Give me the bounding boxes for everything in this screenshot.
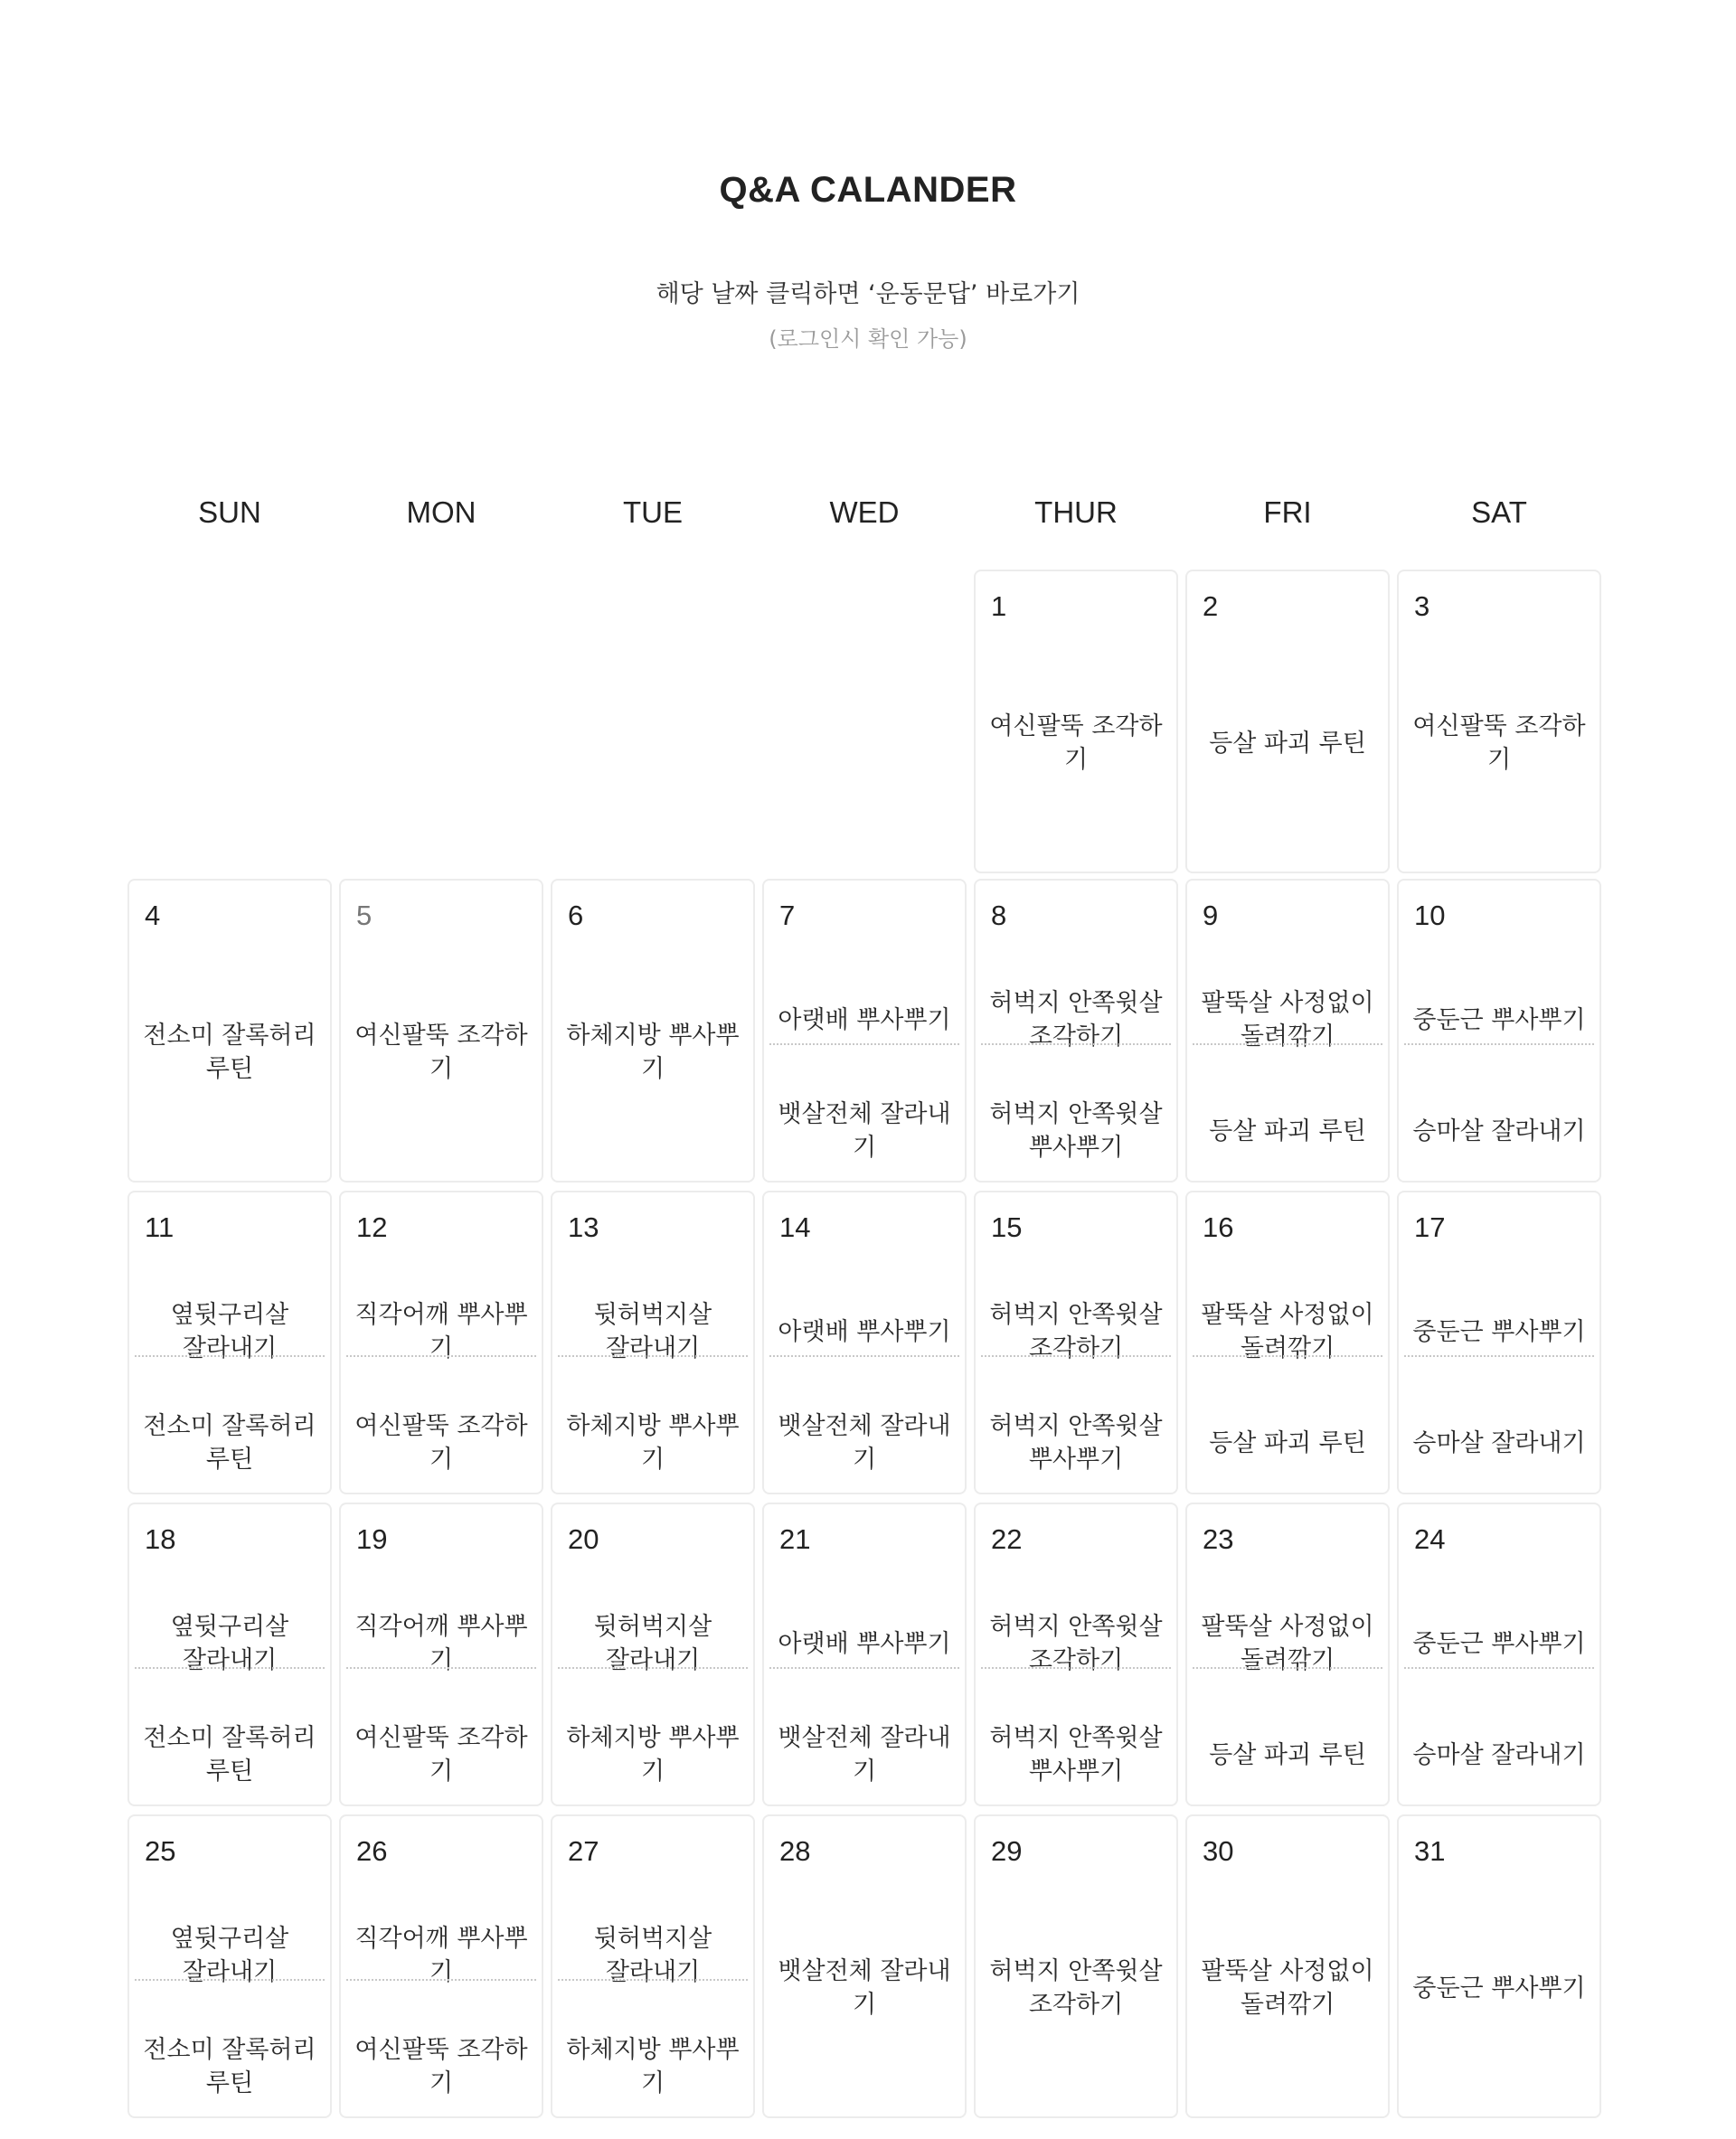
workout-label: 팔뚝살 사정없이 돌려깎기	[1201, 1957, 1374, 2019]
calendar-day-27[interactable]	[551, 1814, 755, 2118]
day-number: 19	[356, 1523, 388, 1555]
workout-link[interactable]	[341, 1390, 542, 1496]
workout-link[interactable]	[129, 1390, 330, 1496]
calendar-day-15[interactable]	[974, 1191, 1178, 1494]
calendar-day-1[interactable]	[974, 570, 1178, 873]
weekday-sat: SAT	[1471, 495, 1527, 529]
workout-label: 옆뒷구리살 잘라내기	[170, 1613, 289, 1674]
workout-label: 아랫배 뿌사뿌기	[778, 1317, 951, 1346]
workout-link[interactable]	[341, 980, 542, 1125]
workout-label: 등살 파괴 루틴	[1209, 1117, 1366, 1145]
day-number: 6	[568, 900, 584, 931]
day-number: 9	[1203, 900, 1219, 931]
workout-label: 여신팔뚝 조각하기	[354, 1724, 528, 1786]
weekday-tue: TUE	[623, 495, 683, 529]
workout-link[interactable]	[976, 1390, 1176, 1496]
workout-link[interactable]	[1187, 671, 1388, 815]
dotted-divider	[558, 1355, 748, 1357]
dotted-divider	[1404, 1667, 1594, 1669]
workout-link[interactable]	[976, 1278, 1176, 1385]
workout-link[interactable]	[764, 1916, 965, 2060]
workout-label: 옆뒷구리살 잘라내기	[170, 1301, 289, 1362]
workout-link[interactable]	[976, 671, 1176, 815]
workout-link[interactable]	[764, 1278, 965, 1385]
workout-link[interactable]	[129, 1902, 330, 2009]
dotted-divider	[135, 1979, 325, 1981]
calendar-day-2[interactable]	[1185, 570, 1390, 873]
day-number: 31	[1414, 1835, 1446, 1867]
workout-label: 뱃살전체 잘라내기	[778, 1724, 951, 1786]
workout-link[interactable]	[764, 1590, 965, 1697]
day-number: 30	[1203, 1835, 1234, 1867]
dotted-divider	[981, 1043, 1171, 1045]
workout-link[interactable]	[976, 1590, 1176, 1697]
day-number: 10	[1414, 900, 1446, 931]
day-number: 14	[779, 1211, 811, 1243]
workout-label: 여신팔뚝 조각하기	[989, 712, 1163, 774]
workout-label: 뒷허벅지살 잘라내기	[593, 1613, 712, 1674]
workout-label: 직각어깨 뿌사뿌기	[354, 1301, 528, 1362]
workout-link[interactable]	[1187, 1278, 1388, 1385]
day-number: 13	[568, 1211, 599, 1243]
calendar-day-31[interactable]	[1397, 1814, 1601, 2118]
calendar-day-12[interactable]	[339, 1191, 543, 1494]
day-number: 18	[145, 1523, 176, 1555]
workout-link[interactable]	[552, 980, 753, 1125]
workout-label: 전소미 잘록허리 루틴	[143, 2036, 316, 2097]
workout-link[interactable]	[552, 1590, 753, 1697]
workout-label: 중둔근 뿌사뿌기	[1412, 1317, 1586, 1346]
day-number: 28	[779, 1835, 811, 1867]
workout-label: 뱃살전체 잘라내기	[778, 1100, 951, 1162]
dotted-divider	[769, 1043, 959, 1045]
workout-label: 여신팔뚝 조각하기	[1412, 712, 1586, 774]
workout-link[interactable]	[1399, 671, 1599, 815]
workout-link[interactable]	[1187, 966, 1388, 1073]
workout-link[interactable]	[552, 1390, 753, 1496]
day-number: 23	[1203, 1523, 1234, 1555]
workout-label: 전소미 잘록허리 루틴	[143, 1412, 316, 1474]
workout-label: 승마살 잘라내기	[1412, 1428, 1586, 1457]
weekday-mon: MON	[406, 495, 476, 529]
workout-label: 허벅지 안쪽윗살 뿌사뿌기	[989, 1724, 1163, 1786]
weekday-wed: WED	[829, 495, 900, 529]
day-number: 12	[356, 1211, 388, 1243]
day-number: 16	[1203, 1211, 1234, 1243]
day-number: 17	[1414, 1211, 1446, 1243]
workout-label: 여신팔뚝 조각하기	[354, 1022, 528, 1083]
workout-label: 등살 파괴 루틴	[1209, 1428, 1366, 1457]
workout-link[interactable]	[764, 1701, 965, 1808]
workout-label: 등살 파괴 루틴	[1209, 1740, 1366, 1769]
workout-label: 여신팔뚝 조각하기	[354, 2036, 528, 2097]
dotted-divider	[769, 1667, 959, 1669]
workout-label: 직각어깨 뿌사뿌기	[354, 1613, 528, 1674]
day-number: 25	[145, 1835, 176, 1867]
workout-link[interactable]	[764, 1078, 965, 1184]
calendar-day-6[interactable]	[551, 879, 755, 1183]
workout-link[interactable]	[1399, 1590, 1599, 1697]
calendar-day-18[interactable]	[127, 1503, 332, 1806]
workout-link[interactable]	[1187, 1916, 1388, 2060]
workout-link[interactable]	[1187, 1590, 1388, 1697]
calendar-day-25[interactable]	[127, 1814, 332, 2118]
workout-label: 아랫배 뿌사뿌기	[778, 1629, 951, 1658]
day-number: 8	[991, 900, 1007, 931]
calendar-day-4[interactable]	[127, 879, 332, 1183]
workout-link[interactable]	[129, 1701, 330, 1808]
workout-label: 중둔근 뿌사뿌기	[1412, 1629, 1586, 1658]
page-subtitle: 해당 날짜 클릭하면 ‘운동문답’ 바로가기	[656, 280, 1080, 308]
dotted-divider	[558, 1667, 748, 1669]
calendar-day-20[interactable]	[551, 1503, 755, 1806]
dotted-divider	[1193, 1355, 1382, 1357]
calendar-day-7[interactable]	[762, 879, 967, 1183]
dotted-divider	[558, 1979, 748, 1981]
workout-label: 뱃살전체 잘라내기	[778, 1412, 951, 1474]
day-number: 26	[356, 1835, 388, 1867]
workout-link[interactable]	[552, 1701, 753, 1808]
workout-link[interactable]	[976, 1701, 1176, 1808]
dotted-divider	[135, 1355, 325, 1357]
calendar-day-14[interactable]	[762, 1191, 967, 1494]
workout-label: 허벅지 안쪽윗살 조각하기	[989, 1957, 1163, 2019]
workout-link[interactable]	[341, 1701, 542, 1808]
workout-label: 여신팔뚝 조각하기	[354, 1412, 528, 1474]
workout-label: 등살 파괴 루틴	[1209, 729, 1366, 758]
workout-link[interactable]	[129, 1278, 330, 1385]
workout-link[interactable]	[341, 1590, 542, 1697]
calendar-day-21[interactable]	[762, 1503, 967, 1806]
day-number: 4	[145, 900, 161, 931]
calendar-day-3[interactable]	[1397, 570, 1601, 873]
calendar-day-22[interactable]	[974, 1503, 1178, 1806]
workout-label: 팔뚝살 사정없이 돌려깎기	[1201, 1613, 1374, 1674]
day-number: 5	[356, 900, 373, 931]
workout-link[interactable]	[764, 966, 965, 1073]
dotted-divider	[981, 1355, 1171, 1357]
calendar-day-19[interactable]	[339, 1503, 543, 1806]
calendar-day-29[interactable]	[974, 1814, 1178, 2118]
workout-link[interactable]	[341, 1278, 542, 1385]
workout-link[interactable]	[976, 1078, 1176, 1184]
workout-link[interactable]	[129, 1590, 330, 1697]
calendar-day-9[interactable]	[1185, 879, 1390, 1183]
workout-link[interactable]	[1187, 1390, 1388, 1496]
workout-label: 아랫배 뿌사뿌기	[778, 1005, 951, 1034]
workout-link[interactable]	[1399, 1278, 1599, 1385]
workout-label: 승마살 잘라내기	[1412, 1117, 1586, 1145]
workout-label: 허벅지 안쪽윗살 뿌사뿌기	[989, 1100, 1163, 1162]
dotted-divider	[1404, 1355, 1594, 1357]
workout-link[interactable]	[552, 1278, 753, 1385]
dotted-divider	[1404, 1043, 1594, 1045]
workout-label: 팔뚝살 사정없이 돌려깎기	[1201, 1301, 1374, 1362]
calendar-day-11[interactable]	[127, 1191, 332, 1494]
day-number: 15	[991, 1211, 1023, 1243]
weekday-sun: SUN	[198, 495, 261, 529]
workout-label: 승마살 잘라내기	[1412, 1740, 1586, 1769]
workout-label: 하체지방 뿌사뿌기	[566, 1724, 740, 1786]
workout-link[interactable]	[976, 1916, 1176, 2060]
workout-label: 전소미 잘록허리 루틴	[143, 1724, 316, 1786]
workout-link[interactable]	[976, 966, 1176, 1073]
page-title: Q&A CALANDER	[719, 170, 1017, 210]
workout-label: 뱃살전체 잘라내기	[778, 1957, 951, 2019]
workout-link[interactable]	[1187, 1078, 1388, 1184]
calendar-day-26[interactable]	[339, 1814, 543, 2118]
workout-label: 직각어깨 뿌사뿌기	[354, 1925, 528, 1986]
weekday-fri: FRI	[1263, 495, 1312, 529]
day-number: 1	[991, 590, 1007, 622]
dotted-divider	[346, 1667, 536, 1669]
workout-label: 중둔근 뿌사뿌기	[1412, 1005, 1586, 1034]
calendar-day-5[interactable]	[339, 879, 543, 1183]
day-number: 24	[1414, 1523, 1446, 1555]
day-number: 2	[1203, 590, 1219, 622]
calendar-day-10[interactable]	[1397, 879, 1601, 1183]
workout-label: 허벅지 안쪽윗살 조각하기	[989, 989, 1163, 1051]
workout-link[interactable]	[129, 2013, 330, 2120]
day-number: 27	[568, 1835, 599, 1867]
workout-label: 옆뒷구리살 잘라내기	[170, 1925, 289, 1986]
workout-link[interactable]	[1399, 1701, 1599, 1808]
day-number: 22	[991, 1523, 1023, 1555]
workout-link[interactable]	[129, 980, 330, 1125]
calendar-day-30[interactable]	[1185, 1814, 1390, 2118]
weekday-thur: THUR	[1034, 495, 1118, 529]
calendar-day-17[interactable]	[1397, 1191, 1601, 1494]
workout-label: 하체지방 뿌사뿌기	[566, 1412, 740, 1474]
dotted-divider	[1193, 1667, 1382, 1669]
workout-link[interactable]	[1399, 1390, 1599, 1496]
workout-label: 뒷허벅지살 잘라내기	[593, 1301, 712, 1362]
calendar-day-13[interactable]	[551, 1191, 755, 1494]
workout-link[interactable]	[341, 1902, 542, 2009]
workout-label: 허벅지 안쪽윗살 뿌사뿌기	[989, 1412, 1163, 1474]
calendar-day-8[interactable]	[974, 879, 1178, 1183]
dotted-divider	[346, 1355, 536, 1357]
day-number: 3	[1414, 590, 1430, 622]
workout-label: 허벅지 안쪽윗살 조각하기	[989, 1301, 1163, 1362]
workout-link[interactable]	[1399, 1916, 1599, 2060]
workout-label: 전소미 잘록허리 루틴	[143, 1022, 316, 1083]
workout-label: 하체지방 뿌사뿌기	[566, 1022, 740, 1083]
workout-link[interactable]	[341, 2013, 542, 2120]
calendar-day-23[interactable]	[1185, 1503, 1390, 1806]
day-number: 29	[991, 1835, 1023, 1867]
dotted-divider	[1193, 1043, 1382, 1045]
workout-link[interactable]	[764, 1390, 965, 1496]
dotted-divider	[346, 1979, 536, 1981]
calendar-day-28[interactable]	[762, 1814, 967, 2118]
workout-link[interactable]	[1399, 1078, 1599, 1184]
day-number: 11	[145, 1211, 175, 1243]
dotted-divider	[981, 1667, 1171, 1669]
workout-link[interactable]	[1187, 1701, 1388, 1808]
workout-label: 하체지방 뿌사뿌기	[566, 2036, 740, 2097]
workout-label: 허벅지 안쪽윗살 조각하기	[989, 1613, 1163, 1674]
day-number: 7	[779, 900, 796, 931]
login-note: (로그인시 확인 가능)	[769, 326, 967, 352]
workout-label: 팔뚝살 사정없이 돌려깎기	[1201, 989, 1374, 1051]
day-number: 20	[568, 1523, 599, 1555]
workout-label: 중둔근 뿌사뿌기	[1412, 1974, 1586, 2002]
workout-label: 뒷허벅지살 잘라내기	[593, 1925, 712, 1986]
workout-link[interactable]	[1399, 966, 1599, 1073]
calendar-day-24[interactable]	[1397, 1503, 1601, 1806]
workout-link[interactable]	[552, 2013, 753, 2120]
dotted-divider	[135, 1667, 325, 1669]
calendar-day-16[interactable]	[1185, 1191, 1390, 1494]
dotted-divider	[769, 1355, 959, 1357]
day-number: 21	[779, 1523, 811, 1555]
workout-link[interactable]	[552, 1902, 753, 2009]
